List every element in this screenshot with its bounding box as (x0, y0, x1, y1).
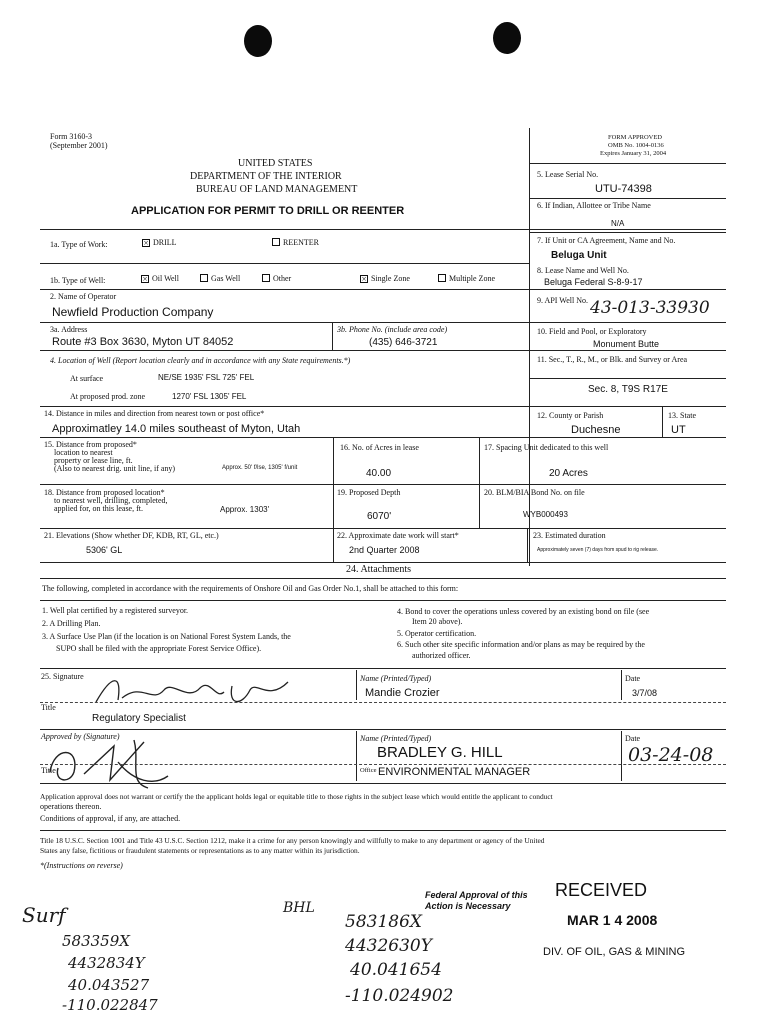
q18-line-1: 18. Distance from proposed location* (44, 488, 165, 497)
start-label: 22. Approximate date work will start* (337, 531, 459, 540)
elev-label: 21. Elevations (Show whether DF, KDB, RT, GL, etc.) (44, 531, 219, 540)
punch-hole-left (244, 25, 272, 57)
approver-title-value: ENVIRONMENTAL MANAGER (378, 766, 531, 778)
acres-label: 16. No. of Acres in lease (340, 443, 419, 452)
indian-label: 6. If Indian, Allottee or Tribe Name (537, 201, 651, 210)
location-label: 4. Location of Well (Report location clearly and in accordance with any State requirements.*) (50, 356, 351, 365)
reenter-checkbox[interactable] (272, 238, 319, 247)
hand-surf-label: Surf (22, 903, 66, 927)
other-checkbox[interactable] (262, 274, 291, 283)
multiple-zone-checkbox[interactable] (438, 274, 495, 283)
applicant-signature-scrawl (92, 672, 292, 710)
distance-town-value: Approximatley 14.0 miles southeast of Myton, Utah (52, 423, 301, 435)
reenter-label: REENTER (283, 238, 319, 247)
attachments-heading: 24. Attachments (346, 564, 411, 575)
approver-date-value: 03-24-08 (628, 744, 714, 766)
spacing-label: 17. Spacing Unit dedicated to this well (484, 443, 609, 452)
rule-row-15 (40, 484, 726, 485)
punch-hole-right (493, 22, 521, 54)
divider-appr-name (356, 731, 357, 781)
rule-approval-top (40, 729, 726, 730)
rule-title (40, 229, 726, 230)
hand-bhl-label: BHL (283, 900, 315, 916)
unit-value: Beluga Unit (551, 250, 607, 261)
state-value: UT (671, 424, 686, 436)
footer-usc-1: Title 18 U.S.C. Section 1001 and Title 43 U.S.C. Section 1212, make it a crime for any person knowingly and willfully to make to any department or agency of the United (40, 836, 545, 845)
operator-label: 2. Name of Operator (50, 292, 117, 301)
approved-by-label: Approved by (Signature) (41, 732, 120, 741)
other-label: Other (273, 274, 292, 283)
acres-value: 40.00 (366, 468, 392, 479)
address-value: Route #3 Box 3630, Myton UT 84052 (52, 336, 234, 348)
sec-label: 11. Sec., T., R., M., or Blk. and Survey or Area (537, 355, 688, 364)
rule-row-3 (40, 350, 726, 351)
footer-note-2: operations thereon. (40, 802, 102, 811)
field-label: 10. Field and Pool, or Exploratory (537, 327, 647, 336)
gas-well-box-icon (200, 274, 208, 282)
gas-well-checkbox[interactable] (200, 274, 240, 283)
title-label: Title (41, 703, 56, 712)
oil-well-label: Oil Well (152, 274, 179, 283)
single-zone-label: Single Zone (371, 274, 410, 283)
q18-line-2: to nearest well, drilling, completed, (54, 496, 168, 505)
rule-row-1b (40, 289, 726, 290)
drill-checkbox[interactable] (142, 238, 177, 247)
depth-value: 6070' (367, 511, 392, 522)
approval-line-3: Expires January 31, 2004 (600, 150, 667, 157)
rule-sig-under (40, 702, 726, 703)
surface-value: NE/SE 1935' FSL 725' FEL (158, 373, 255, 382)
q15-line-1: 15. Distance from proposed* (44, 440, 137, 449)
federal-approval-line-1: Federal Approval of this (425, 890, 528, 900)
footer-note-3: Conditions of approval, if any, are attached. (40, 814, 181, 823)
divider-acres (333, 437, 334, 562)
reenter-box-icon (272, 238, 280, 246)
footer-note-1: Application approval does not warrant or certify the the applicant holds legal or equitable title to those rights in the subject lease which would entitle the applicant to conduct (40, 792, 553, 801)
title-value: Regulatory Specialist (92, 713, 186, 724)
title2-label: Title (41, 766, 56, 775)
right-column-divider (529, 128, 530, 566)
rule-row-14 (40, 437, 726, 438)
address-label: 3a. Address (50, 325, 88, 334)
footer-usc-2: States any false, fictitious or fraudulent statements or representations as to any matter within its jurisdiction. (40, 846, 360, 855)
spacing-value: 20 Acres (549, 468, 588, 479)
agency-line-3: BUREAU OF LAND MANAGEMENT (196, 184, 358, 195)
oil-well-check-icon (141, 275, 149, 283)
phone-label: 3b. Phone No. (include area code) (337, 325, 448, 334)
received-division: DIV. OF OIL, GAS & MINING (543, 946, 686, 958)
name-typed-value: Mandie Crozier (365, 687, 440, 699)
divider-spacing (479, 437, 480, 528)
indian-value: N/A (611, 219, 625, 228)
sig-date-label: Date (625, 674, 641, 683)
attach-item-4b: Item 20 above). (412, 617, 463, 626)
multiple-zone-box-icon (438, 274, 446, 282)
bond-value: WYB000493 (523, 510, 568, 519)
duration-label: 23. Estimated duration (533, 531, 606, 540)
rule-rc-5 (529, 198, 726, 199)
rule-row-21 (40, 562, 726, 563)
approver-signature-scrawl (44, 732, 174, 790)
applicant-signature (92, 672, 292, 710)
received-date: MAR 1 4 2008 (567, 912, 658, 928)
agency-line-2: DEPARTMENT OF THE INTERIOR (190, 171, 342, 182)
lease-name-value: Beluga Federal S-8-9-17 (544, 277, 643, 287)
approval-line-1: FORM APPROVED (608, 134, 663, 141)
single-zone-checkbox[interactable] (360, 274, 410, 283)
duration-value: Approximately seven (7) days from spud to rig release. (537, 547, 659, 553)
single-zone-check-icon (360, 275, 368, 283)
drill-check-icon (142, 239, 150, 247)
rule-row-2 (40, 322, 726, 323)
lease-name-label: 8. Lease Name and Well No. (537, 266, 629, 275)
distance-town-label: 14. Distance in miles and direction from nearest town or post office* (44, 409, 265, 418)
divider-duration (527, 528, 528, 562)
hand-surf-lon: -110.022847 (62, 996, 158, 1014)
lease-serial-label: 5. Lease Serial No. (537, 170, 599, 179)
attach-item-1: 1. Well plat certified by a registered surveyor. (42, 606, 189, 615)
county-value: Duchesne (571, 424, 621, 436)
approver-date-label: Date (625, 734, 641, 743)
prod-zone-value: 1270' FSL 1305' FEL (172, 392, 247, 401)
rule-signature-top (40, 668, 726, 669)
rule-rc-10 (529, 378, 726, 379)
divider-sig-name (356, 670, 357, 700)
approver-name-label: Name (Printed/Typed) (360, 734, 432, 743)
attach-item-3a: 3. A Surface Use Plan (if the location is on National Forest System Lands, the (42, 632, 291, 641)
attach-item-5: 5. Operator certification. (397, 629, 477, 638)
approver-signature (44, 732, 174, 790)
attach-item-6b: authorized officer. (412, 651, 471, 660)
q18-value: Approx. 1303' (220, 505, 270, 514)
elev-value: 5306' GL (86, 545, 123, 555)
attach-item-4a: 4. Bond to cover the operations unless covered by an existing bond on file (see (397, 607, 650, 616)
agency-line-1: UNITED STATES (238, 158, 313, 169)
type-well-label: 1b. Type of Well: (50, 276, 106, 285)
signature-label: 25. Signature (41, 672, 84, 681)
rule-rc-6 (529, 232, 726, 233)
rule-row-18 (40, 528, 726, 529)
approval-line-2: OMB No. 1004-0136 (608, 142, 664, 149)
form-number: Form 3160-3 (50, 132, 92, 141)
attach-item-6a: 6. Such other site specific information and/or plans as may be required by the (397, 640, 645, 649)
rule-header-top (529, 163, 726, 164)
rule-appr-under (40, 764, 726, 765)
phone-value: (435) 646-3721 (369, 337, 438, 348)
field-value: Monument Butte (593, 339, 660, 349)
office-label: Office (360, 767, 377, 774)
operator-value: Newfield Production Company (52, 305, 214, 319)
federal-approval-line-2: Action is Necessary (425, 901, 511, 911)
q15-line-4: (Also to nearest drig. unit line, if any) (54, 464, 176, 473)
divider-county-state (662, 406, 663, 437)
depth-label: 19. Proposed Depth (337, 488, 401, 497)
divider-sig-date (621, 670, 622, 700)
hand-surf-y: 4432834Y (68, 954, 145, 972)
bond-label: 20. BLM/BIA Bond No. on file (484, 488, 585, 497)
county-label: 12. County or Parish (537, 411, 604, 420)
rule-approval-bottom (40, 783, 726, 784)
surface-label: At surface (70, 374, 104, 383)
api-label: 9. API Well No. (537, 296, 588, 305)
rule-row-1a (40, 263, 530, 264)
form-date: (September 2001) (50, 141, 108, 150)
form-title: APPLICATION FOR PERMIT TO DRILL OR REENTER (131, 205, 405, 217)
lease-serial-value: UTU-74398 (595, 183, 652, 195)
q18-line-3: applied for, on this lease, ft. (54, 504, 143, 513)
footer-instructions: *(Instructions on reverse) (40, 861, 123, 870)
q15-line-3: property or lease line, ft. (54, 456, 133, 465)
rule-attach-list (40, 600, 726, 601)
sig-date-value: 3/7/08 (632, 688, 658, 698)
divider-appr-date (621, 731, 622, 781)
attachments-intro: The following, completed in accordance with the requirements of Onshore Oil and Gas Order No.1, shall be attached to this form: (42, 584, 459, 593)
unit-label: 7. If Unit or CA Agreement, Name and No. (537, 236, 676, 245)
start-value: 2nd Quarter 2008 (349, 545, 420, 555)
rule-row-4 (40, 406, 726, 407)
other-box-icon (262, 274, 270, 282)
hand-bhl-y: 4432630Y (345, 936, 432, 956)
attach-item-2: 2. A Drilling Plan. (42, 619, 101, 628)
hand-bhl-lat: 40.041654 (350, 960, 442, 980)
gas-well-label: Gas Well (211, 274, 241, 283)
multiple-zone-label: Multiple Zone (449, 274, 495, 283)
rule-attachments (40, 578, 726, 579)
rule-footer (40, 830, 726, 831)
received-stamp: RECEIVED (555, 880, 648, 900)
hand-bhl-x: 583186X (345, 912, 422, 932)
sec-value: Sec. 8, T9S R17E (588, 384, 668, 395)
hand-surf-x: 583359X (62, 932, 130, 950)
approver-name-value: BRADLEY G. HILL (377, 744, 503, 761)
q15-value: Approx. 50' f/lse, 1305' f/unit (222, 465, 298, 471)
type-work-label: 1a. Type of Work: (50, 240, 108, 249)
attach-item-3b: SUPO shall be filed with the appropriate Forest Service Office). (56, 644, 262, 653)
name-typed-label: Name (Printed/Typed) (360, 674, 432, 683)
api-value: 43-013-33930 (590, 298, 710, 318)
oil-well-checkbox[interactable] (141, 274, 179, 283)
state-label: 13. State (668, 411, 696, 420)
divider-phone (332, 322, 333, 350)
hand-surf-lat: 40.043527 (68, 976, 150, 994)
q15-line-2: location to nearest (54, 448, 113, 457)
drill-label: DRILL (153, 238, 177, 247)
prod-zone-label: At proposed prod. zone (70, 392, 146, 401)
hand-bhl-lon: -110.024902 (345, 986, 454, 1006)
